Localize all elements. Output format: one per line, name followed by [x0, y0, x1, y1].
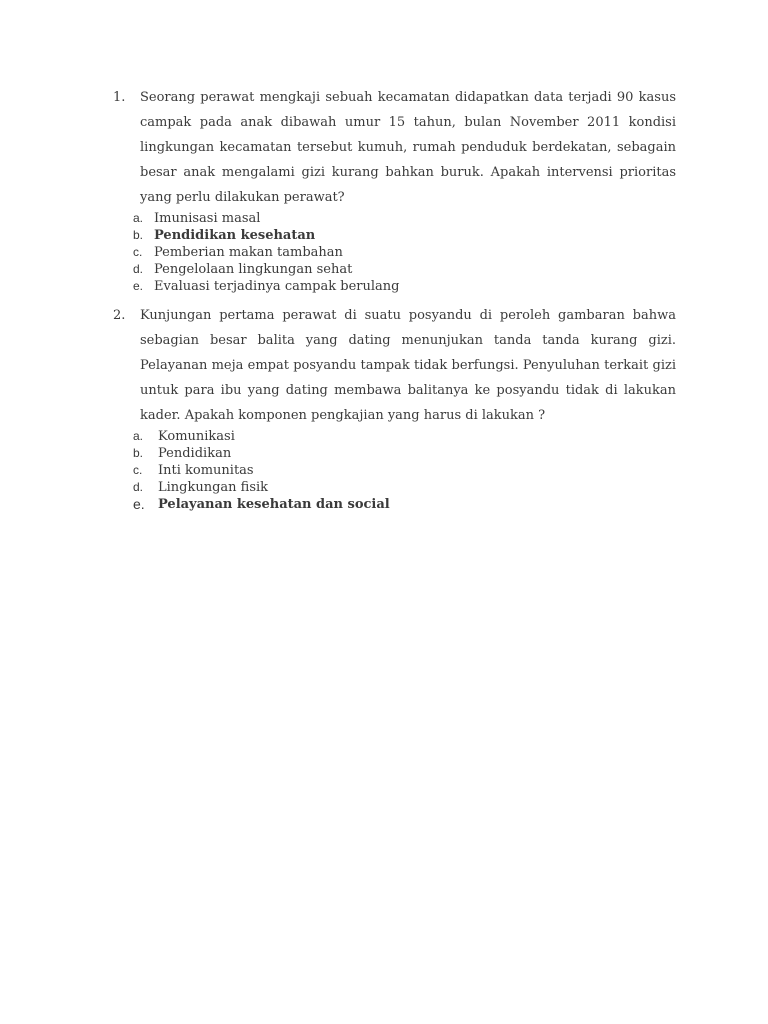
question-stem-row — [113, 303, 676, 428]
answer-option-b — [113, 227, 676, 244]
answer-option-a — [113, 428, 676, 445]
option-letter: e. — [133, 279, 144, 293]
option-letter: b. — [133, 228, 144, 242]
answer-option-a — [113, 210, 676, 227]
option-text-correct: Pendidikan kesehatan — [154, 228, 316, 243]
option-letter: a. — [133, 429, 144, 443]
option-letter: a. — [133, 211, 144, 225]
answer-options — [113, 210, 676, 295]
question-2 — [113, 303, 676, 513]
option-letter: c. — [133, 463, 143, 477]
option-text: Evaluasi terjadinya campak berulang — [154, 279, 400, 294]
answer-option-b — [113, 445, 676, 462]
answer-option-c — [113, 462, 676, 479]
option-letter: b. — [133, 446, 144, 460]
answer-option-d — [113, 261, 676, 278]
question-1 — [113, 85, 676, 295]
option-text-correct: Pelayanan kesehatan dan social — [158, 497, 390, 512]
answer-option-e — [113, 496, 676, 513]
option-text: Inti komunitas — [158, 463, 254, 478]
answer-option-e — [113, 278, 676, 295]
option-text: Pendidikan — [158, 446, 232, 461]
question-stem: Kunjungan pertama perawat di suatu posyandu di peroleh gambaran bahwa sebagian besar balita yang dating menunjukan tanda tanda kurang gizi. Pelayanan meja empat posyandu tampak tidak berfungsi. Penyuluhan terkait gizi untuk para ibu yang dating membawa balitanya ke posyandu tidak di lakukan kader. Apakah komponen pengkajian yang harus di lakukan ? — [140, 308, 676, 423]
question-number: 2. — [113, 308, 126, 323]
answer-option-d — [113, 479, 676, 496]
question-stem: Seorang perawat mengkaji sebuah kecamatan didapatkan data terjadi 90 kasus campak pada anak dibawah umur 15 tahun, bulan November 2011 kondisi lingkungan kecamatan tersebut kumuh, rumah penduduk berdekatan, sebagain besar anak mengalami gizi kurang bahkan buruk. Apakah intervensi prioritas yang perlu dilakukan perawat? — [140, 90, 676, 205]
option-text: Pengelolaan lingkungan sehat — [154, 262, 353, 277]
answer-options — [113, 428, 676, 513]
question-number: 1. — [113, 90, 126, 105]
option-letter: e. — [133, 496, 145, 512]
option-text: Imunisasi masal — [154, 211, 261, 226]
option-letter: c. — [133, 245, 143, 259]
option-text: Lingkungan fisik — [158, 480, 269, 495]
option-text: Komunikasi — [158, 429, 235, 444]
answer-option-c — [113, 244, 676, 261]
question-stem-row — [113, 85, 676, 210]
option-text: Pemberian makan tambahan — [154, 245, 343, 260]
option-letter: d. — [133, 480, 144, 494]
option-letter: d. — [133, 262, 144, 276]
